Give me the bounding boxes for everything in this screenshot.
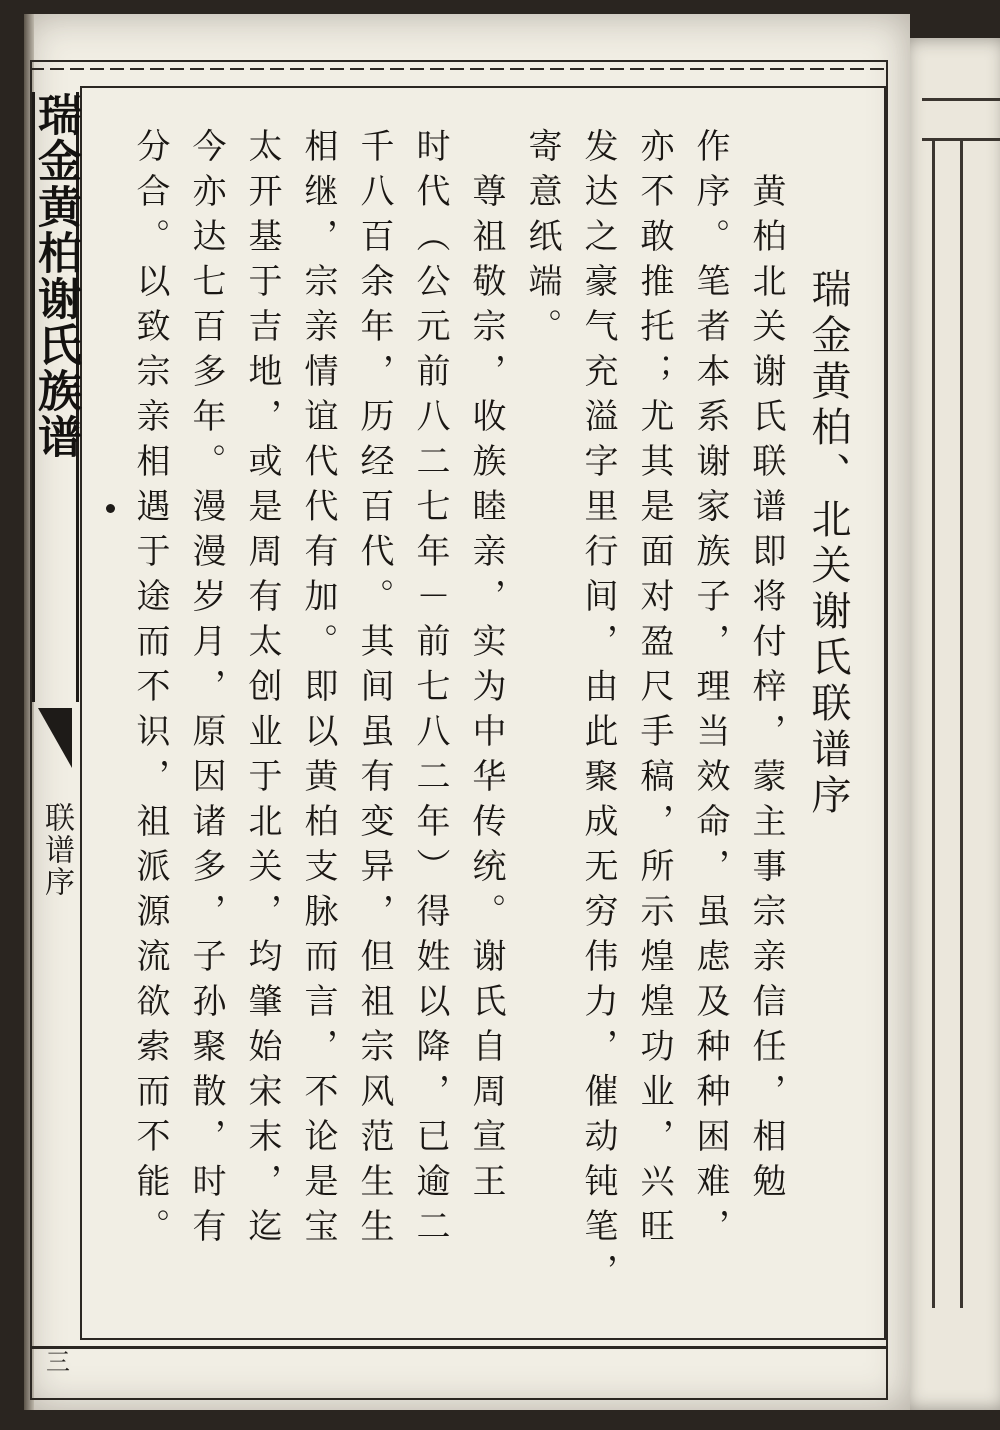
spine-column: [30, 92, 81, 1376]
adjacent-page: [900, 38, 1000, 1410]
text-column: 太开基于吉地，或是周有太创业于北关，均肇始宋末，迄: [242, 128, 282, 1253]
fishtail-mark: [38, 708, 72, 768]
text-column: 寄意纸端。: [522, 128, 562, 353]
adjacent-page-rule: [960, 138, 963, 1308]
text-column: 亦不敢推托；尤其是面对盈尺手稿，所示煌煌功业，兴旺: [634, 128, 674, 1253]
spine-section-label: 联谱序: [39, 802, 74, 898]
text-column: 时代（公元前八二七年－前七八二年）得姓以降，已逾二: [410, 128, 450, 1253]
page-number: 三: [46, 1348, 70, 1376]
text-column: 相继，宗亲情谊代代有加。即以黄柏支脉而言，不论是宝: [298, 128, 338, 1253]
adjacent-page-rule: [922, 98, 1000, 101]
frame-top-rule: [30, 68, 888, 70]
text-column: 发达之豪气充溢字里行间，由此聚成无穷伟力，催动钝笔，: [578, 128, 618, 1298]
spine-title: 瑞金黄柏谢氏族谱: [30, 92, 81, 460]
document-title: 瑞金黄柏、北关谢氏联谱序: [805, 268, 851, 820]
text-column: 作序。笔者本系谢家族子，理当效命，虽虑及种种困难，: [690, 128, 730, 1253]
adjacent-page-rule: [932, 138, 935, 1308]
text-body: [112, 128, 852, 1328]
text-column: 今亦达七百多年。漫漫岁月，原因诸多，子孙聚散，时有: [186, 128, 226, 1253]
text-column: 千八百余年，历经百代。其间虽有变异，但祖宗风范生生: [354, 128, 394, 1253]
text-column: 黄柏北关谢氏联谱即将付梓，蒙主事宗亲信任，相勉: [746, 128, 786, 1208]
frame-bottom-rule: [30, 1346, 888, 1349]
text-column: 分合。以致宗亲相遇于途而不识，祖派源流欲索而不能。: [130, 128, 170, 1253]
ink-speck: [106, 504, 115, 513]
text-column: 尊祖敬宗，收族睦亲，实为中华传统。谢氏自周宣王: [466, 128, 506, 1208]
